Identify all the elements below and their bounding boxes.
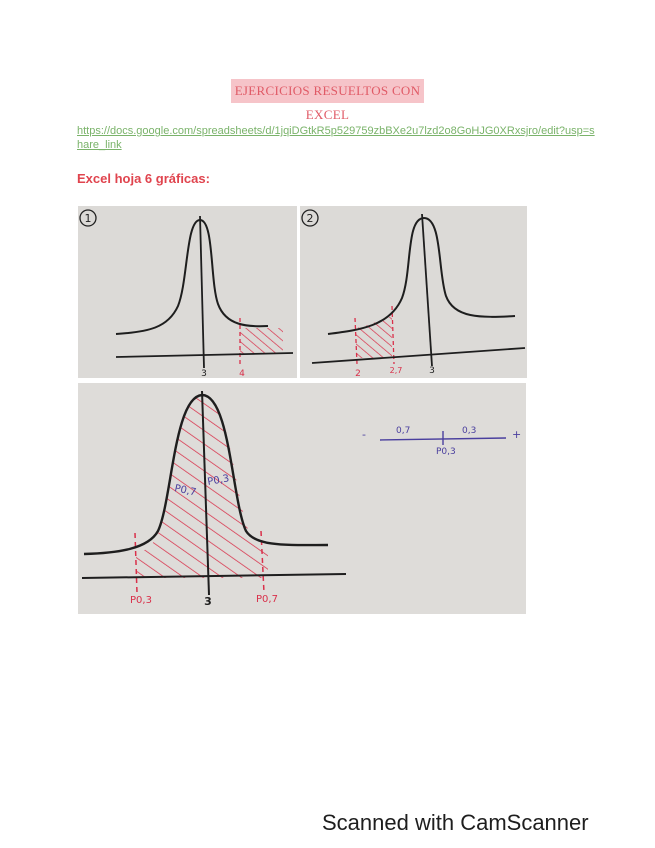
tick-left: P0,3 bbox=[130, 595, 152, 606]
tick-right: 4 bbox=[239, 369, 245, 378]
bell-curve bbox=[328, 218, 515, 334]
scanner-watermark: Scanned with CamScanner bbox=[322, 810, 589, 835]
tick-left: 2 bbox=[355, 369, 361, 378]
shaded-region bbox=[240, 328, 283, 354]
title-banner bbox=[231, 79, 424, 122]
tick-mid: 2,7 bbox=[389, 366, 403, 375]
axis-left-value: 0,7 bbox=[396, 426, 411, 436]
shaded-region bbox=[356, 316, 392, 358]
figure-1-photo bbox=[78, 206, 297, 378]
axis-right-value: 0,3 bbox=[462, 426, 477, 436]
axis-plus: + bbox=[512, 428, 522, 441]
shaded-region bbox=[134, 393, 270, 583]
bell-curve bbox=[116, 220, 268, 334]
region-label-left: P0,7 bbox=[173, 483, 198, 499]
axis-mark-label: P0,3 bbox=[436, 447, 456, 457]
mean-line bbox=[200, 216, 204, 368]
spreadsheet-link[interactable]: https://docs.google.com/spreadsheets/d/1jqiDGtkR5p529759zbBXe2u7lzd2o8GoHJG0XRxsjro/edit?usp=share_link bbox=[77, 125, 595, 151]
figure-3-photo bbox=[78, 383, 526, 614]
dashed-bound-left bbox=[135, 533, 137, 593]
figure-2-photo bbox=[300, 206, 527, 378]
axis-minus: - bbox=[362, 428, 366, 441]
tick-mean: 3 bbox=[429, 366, 435, 376]
tick-mean: 3 bbox=[201, 369, 207, 378]
page-title: EJERCICIOS RESUELTOS CON EXCEL bbox=[234, 83, 421, 122]
tick-mean: 3 bbox=[204, 595, 212, 608]
x-axis bbox=[312, 348, 525, 363]
mean-line bbox=[422, 214, 432, 366]
section-heading: Excel hoja 6 gráficas: bbox=[77, 171, 210, 186]
figure-number: 1 bbox=[84, 212, 92, 225]
dashed-bound-right bbox=[392, 306, 394, 364]
region-label-right: P0,3 bbox=[206, 473, 231, 488]
figure-number: 2 bbox=[306, 212, 314, 225]
tick-right: P0,7 bbox=[256, 594, 278, 605]
